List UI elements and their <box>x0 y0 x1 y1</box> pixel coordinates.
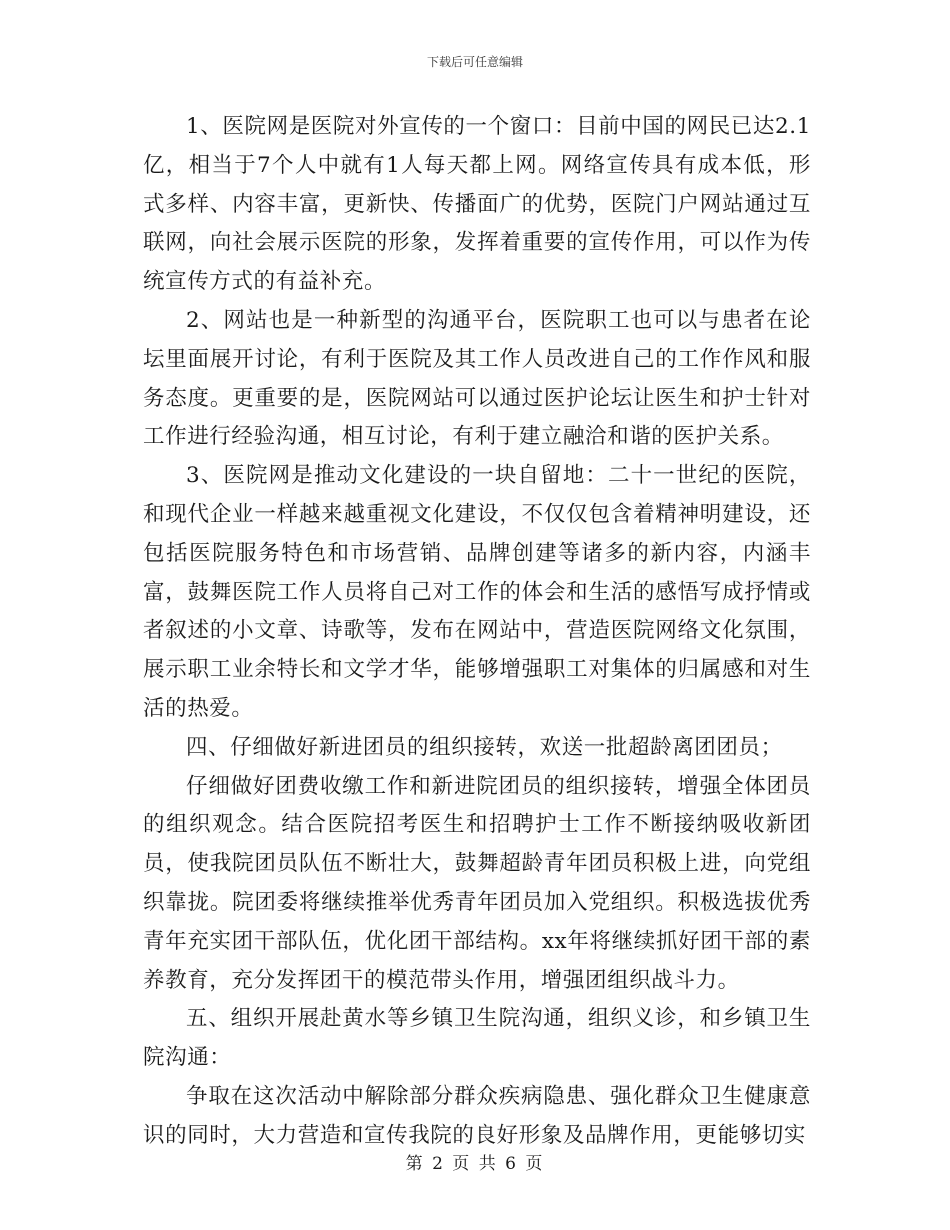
document-body <box>143 108 811 1156</box>
section-heading-4: 四、仔细做好新进团员的组织接转，欢送一批超龄离团团员； <box>186 734 783 760</box>
paragraph-3: 3、医院网是推动文化建设的一块自留地：二十一世纪的医院，和现代企业一样越来越重视文化建设，不仅仅包含着精神明建设，还包括医院服务特色和市场营销、品牌创建等诸多的新内容，内涵丰富，鼓舞医院工作人员将自己对工作的体会和生活的感悟写成抒情或者叙述的小文章、诗歌等，发布在网站中，营造医院网络文化氛围，展示职工业余特长和文学才华，能够增强职工对集体的归属感和对生活的热爱。 <box>143 463 811 721</box>
page-header: 下载后可任意编辑 <box>426 55 523 69</box>
paragraph-7: 争取在这次活动中解除部分群众疾病隐患、强化群众卫生健康意识的同时，大力营造和宣传我院的良好形象及品牌作用，更能够切实 <box>143 1083 811 1148</box>
paragraph-2: 2、网站也是一种新型的沟通平台，医院职工也可以与患者在论坛里面展开讨论，有利于医院及其工作人员改进自己的工作作风和服务态度。更重要的是，医院网站可以通过医护论坛让医生和护士针对工作进行经验沟通，相互讨论，有利于建立融洽和谐的医护关系。 <box>143 307 811 450</box>
paragraph-5: 仔细做好团费收缴工作和新进院团员的组织接转，增强全体团员的组织观念。结合医院招考医生和招聘护士工作不断接纳吸收新团员，使我院团员队伍不断壮大，鼓舞超龄青年团员积极上进，向党组织靠拢。院团委将继续推举优秀青年团员加入党组织。积极选拔优秀青年充实团干部队伍，优化团干部结构。xx年将继续抓好团干部的素养教育，充分发挥团干的模范带头作用，增强团组织战斗力。 <box>143 773 811 993</box>
paragraph-1: 1、医院网是医院对外宣传的一个窗口：目前中国的网民已达2.1亿，相当于7个人中就有1人每天都上网。网络宣传具有成本低，形式多样、内容丰富，更新快、传播面广的优势，医院门户网站通过互联网，向社会展示医院的形象，发挥着重要的宣传作用，可以作为传统宣传方式的有益补充。 <box>143 114 811 295</box>
page-footer: 第 2 页 共 6 页 <box>405 1154 545 1174</box>
section-heading-5: 五、组织开展赴黄水等乡镇卫生院沟通，组织义诊，和乡镇卫生院沟通： <box>143 1006 811 1071</box>
